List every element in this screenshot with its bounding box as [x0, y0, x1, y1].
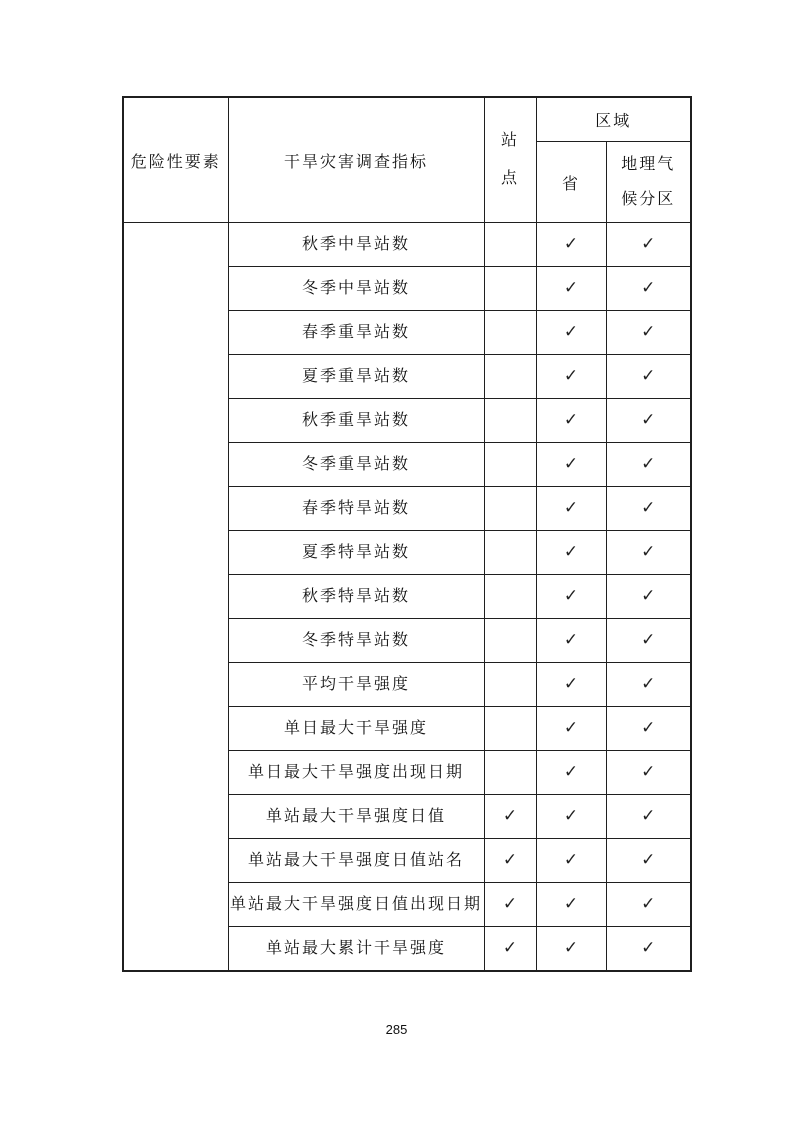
check-icon: ✓ — [502, 937, 518, 958]
province-check-cell — [536, 663, 606, 707]
check-icon: ✓ — [641, 805, 656, 826]
check-icon: ✓ — [563, 849, 579, 870]
station-empty-cell — [484, 663, 536, 707]
station-empty-cell — [484, 619, 536, 663]
check-icon: ✓ — [641, 629, 656, 650]
check-icon: ✓ — [563, 761, 579, 782]
geo-check-cell — [606, 487, 691, 531]
indicator-cell: 春季重旱站数 — [228, 311, 484, 355]
indicator-cell: 单站最大干旱强度日值出现日期 — [228, 883, 484, 927]
province-check-cell — [536, 443, 606, 487]
check-icon: ✓ — [641, 277, 656, 298]
header-row-top — [123, 97, 691, 142]
check-icon: ✓ — [641, 541, 656, 562]
indicator-cell: 秋季重旱站数 — [228, 399, 484, 443]
province-check-cell — [536, 311, 606, 355]
province-check-cell — [536, 927, 606, 972]
province-check-cell — [536, 883, 606, 927]
province-check-cell — [536, 619, 606, 663]
station-empty-cell — [484, 355, 536, 399]
geo-check-cell — [606, 707, 691, 751]
check-icon: ✓ — [641, 761, 656, 782]
header-geo-climate-zone — [606, 142, 691, 223]
indicator-cell: 单站最大干旱强度日值站名 — [228, 839, 484, 883]
indicator-cell: 单站最大干旱强度日值 — [228, 795, 484, 839]
header-geo-climate-zone-label: 地理气候分区 — [621, 155, 676, 208]
check-icon: ✓ — [641, 937, 656, 958]
province-check-cell — [536, 795, 606, 839]
check-icon: ✓ — [641, 321, 656, 342]
check-icon: ✓ — [563, 453, 579, 474]
check-icon: ✓ — [563, 717, 579, 738]
table-row — [123, 223, 691, 267]
check-icon: ✓ — [563, 585, 579, 606]
check-icon: ✓ — [641, 717, 656, 738]
check-icon: ✓ — [641, 453, 656, 474]
province-check-cell — [536, 751, 606, 795]
station-empty-cell — [484, 399, 536, 443]
header-indicator: 干旱灾害调查指标 — [228, 97, 484, 223]
geo-check-cell — [606, 443, 691, 487]
page-number: 285 — [385, 1022, 408, 1037]
hazard-factor-body-cell — [123, 223, 228, 972]
check-icon: ✓ — [641, 893, 656, 914]
header-hazard-factor: 危险性要素 — [123, 97, 228, 223]
check-icon: ✓ — [563, 673, 579, 694]
station-empty-cell — [484, 575, 536, 619]
header-station — [484, 97, 536, 223]
header-province: 省 — [536, 142, 606, 223]
station-empty-cell — [484, 487, 536, 531]
check-icon: ✓ — [641, 365, 656, 386]
drought-indicator-table — [122, 96, 692, 972]
indicator-cell: 夏季特旱站数 — [228, 531, 484, 575]
check-icon: ✓ — [563, 365, 579, 386]
station-empty-cell — [484, 311, 536, 355]
geo-check-cell — [606, 223, 691, 267]
header-station-label: 站点 — [501, 131, 520, 187]
check-icon: ✓ — [641, 673, 656, 694]
check-icon: ✓ — [563, 409, 579, 430]
station-empty-cell — [484, 443, 536, 487]
check-icon: ✓ — [563, 893, 579, 914]
geo-check-cell — [606, 883, 691, 927]
station-empty-cell — [484, 707, 536, 751]
station-empty-cell — [484, 223, 536, 267]
check-icon: ✓ — [502, 805, 518, 826]
station-check-cell — [484, 927, 536, 972]
check-icon: ✓ — [563, 233, 579, 254]
geo-check-cell — [606, 795, 691, 839]
province-check-cell — [536, 707, 606, 751]
indicator-cell: 冬季中旱站数 — [228, 267, 484, 311]
check-icon: ✓ — [502, 849, 518, 870]
check-icon: ✓ — [563, 277, 579, 298]
station-check-cell — [484, 839, 536, 883]
check-icon: ✓ — [641, 233, 656, 254]
check-icon: ✓ — [563, 321, 579, 342]
station-check-cell — [484, 795, 536, 839]
check-icon: ✓ — [563, 541, 579, 562]
check-icon: ✓ — [641, 849, 656, 870]
geo-check-cell — [606, 663, 691, 707]
indicator-cell: 平均干旱强度 — [228, 663, 484, 707]
station-empty-cell — [484, 531, 536, 575]
indicator-cell: 春季特旱站数 — [228, 487, 484, 531]
province-check-cell — [536, 267, 606, 311]
header-region: 区域 — [536, 97, 691, 142]
province-check-cell — [536, 531, 606, 575]
geo-check-cell — [606, 839, 691, 883]
indicator-cell: 单站最大累计干旱强度 — [228, 927, 484, 972]
station-check-cell — [484, 883, 536, 927]
indicator-cell: 秋季中旱站数 — [228, 223, 484, 267]
geo-check-cell — [606, 267, 691, 311]
indicator-cell: 秋季特旱站数 — [228, 575, 484, 619]
province-check-cell — [536, 355, 606, 399]
province-check-cell — [536, 487, 606, 531]
indicator-cell: 冬季特旱站数 — [228, 619, 484, 663]
station-empty-cell — [484, 267, 536, 311]
province-check-cell — [536, 223, 606, 267]
check-icon: ✓ — [641, 409, 656, 430]
geo-check-cell — [606, 531, 691, 575]
province-check-cell — [536, 839, 606, 883]
check-icon: ✓ — [563, 937, 579, 958]
check-icon: ✓ — [641, 497, 656, 518]
check-icon: ✓ — [563, 629, 579, 650]
indicator-cell: 单日最大干旱强度出现日期 — [228, 751, 484, 795]
check-icon: ✓ — [563, 497, 579, 518]
province-check-cell — [536, 575, 606, 619]
indicator-cell: 夏季重旱站数 — [228, 355, 484, 399]
province-check-cell — [536, 399, 606, 443]
geo-check-cell — [606, 619, 691, 663]
station-empty-cell — [484, 751, 536, 795]
indicator-cell: 单日最大干旱强度 — [228, 707, 484, 751]
indicator-cell: 冬季重旱站数 — [228, 443, 484, 487]
geo-check-cell — [606, 751, 691, 795]
geo-check-cell — [606, 355, 691, 399]
check-icon: ✓ — [641, 585, 656, 606]
geo-check-cell — [606, 311, 691, 355]
geo-check-cell — [606, 927, 691, 972]
check-icon: ✓ — [502, 893, 518, 914]
geo-check-cell — [606, 399, 691, 443]
check-icon: ✓ — [563, 805, 579, 826]
geo-check-cell — [606, 575, 691, 619]
